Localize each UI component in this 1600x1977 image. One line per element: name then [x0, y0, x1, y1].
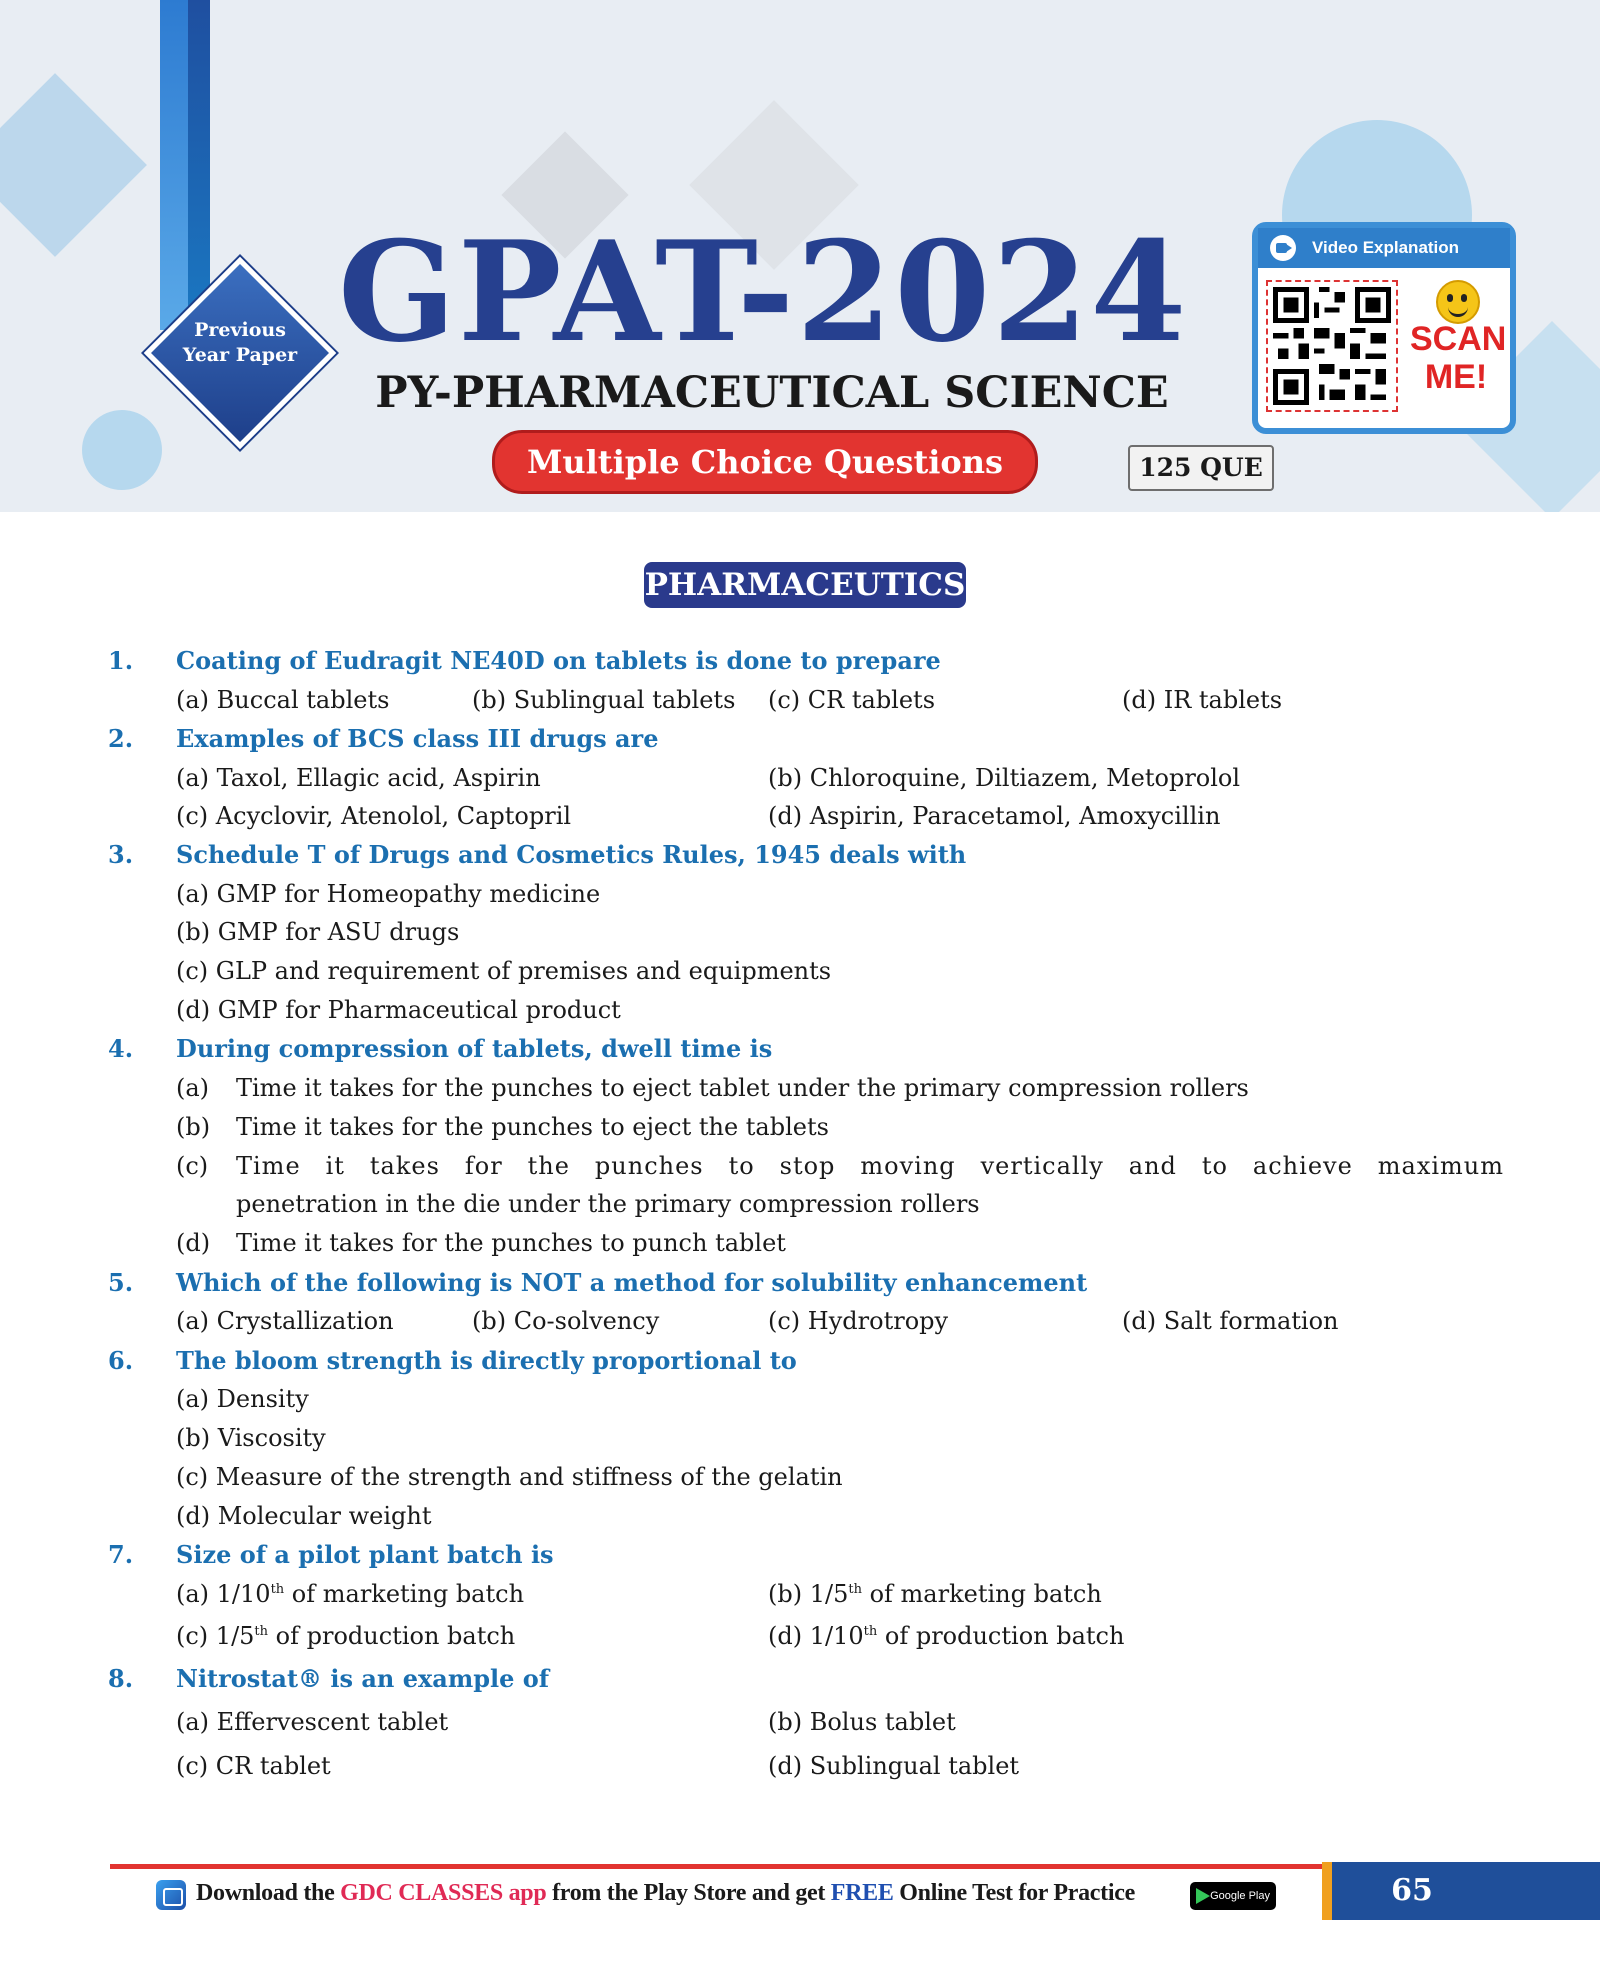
question-text: Coating of Eudragit NE40D on tablets is done to prepare [176, 646, 941, 675]
option-c: (c) Hydrotropy [768, 1307, 949, 1335]
question-number: 3. [108, 840, 134, 869]
option-d: (d) GMP for Pharmaceutical product [176, 996, 621, 1024]
gdc-app-icon [156, 1880, 186, 1910]
option-b: Time it takes for the punches to eject the tablets [236, 1113, 829, 1141]
option-d: Time it takes for the punches to punch tablet [236, 1229, 786, 1257]
option-d-value: (d) 1/10 [768, 1622, 864, 1650]
page-title: GPAT-2024 [338, 210, 1189, 373]
footer-promo-text [196, 1880, 1135, 1907]
option-a-sup: th [270, 1582, 285, 1597]
option-d-sup: th [863, 1624, 878, 1639]
option-a: (a) Density [176, 1385, 309, 1413]
previous-year-badge-text [150, 318, 330, 368]
option-d-label: (d) [176, 1229, 211, 1257]
option-c: (c) Acyclovir, Atenolol, Captopril [176, 802, 572, 830]
question-number: 7. [108, 1540, 134, 1569]
video-camera-icon [1270, 235, 1296, 261]
question-text: Nitrostat® is an example of [176, 1664, 550, 1693]
option-a: Time it takes for the punches to eject tablet under the primary compression rollers [236, 1074, 1249, 1102]
question-number: 6. [108, 1346, 134, 1375]
header-banner [0, 0, 1600, 512]
option-d [768, 1622, 1124, 1650]
question-text: During compression of tablets, dwell time is [176, 1034, 773, 1063]
option-a: (a) Buccal tablets [176, 686, 390, 714]
question-text: Size of a pilot plant batch is [176, 1540, 554, 1569]
deco-circle-left [82, 410, 162, 490]
question-text: Which of the following is NOT a method for solubility enhancement [176, 1268, 1088, 1297]
google-play-badge[interactable] [1190, 1882, 1276, 1910]
option-b: (b) Bolus tablet [768, 1708, 956, 1736]
deco-vertical-bar-dark [188, 0, 210, 330]
option-a [176, 1580, 524, 1608]
option-d: (d) Sublingual tablet [768, 1752, 1020, 1780]
option-c: (c) GLP and requirement of premises and equipments [176, 957, 832, 985]
option-b-sup: th [848, 1582, 862, 1597]
google-play-label: Google Play [1210, 1890, 1270, 1902]
option-a: (a) GMP for Homeopathy medicine [176, 880, 601, 908]
option-c-label: (c) [176, 1152, 209, 1180]
option-d: (d) Salt formation [1122, 1307, 1339, 1335]
footer-free-text: FREE [830, 1880, 894, 1906]
question-number: 2. [108, 724, 134, 753]
option-c-value: (c) 1/5 [176, 1622, 255, 1650]
qr-card-header [1258, 228, 1510, 268]
option-a-value: (a) 1/10 [176, 1580, 271, 1608]
badge-line-2: Year Paper [182, 344, 298, 366]
option-c-sup: th [254, 1624, 269, 1639]
question-number: 8. [108, 1664, 134, 1693]
option-c [176, 1622, 515, 1650]
option-c: (c) Measure of the strength and stiffness of the gelatin [176, 1463, 843, 1491]
video-explanation-qr-card[interactable] [1252, 222, 1516, 434]
page-subtitle: PY-PHARMACEUTICAL SCIENCE [375, 368, 1169, 418]
qr-card-header-label: Video Explanation [1312, 238, 1460, 257]
option-b-label: (b) [176, 1113, 211, 1141]
option-a: (a) Taxol, Ellagic acid, Aspirin [176, 764, 541, 792]
footer-text-part2: from the Play Store and get [546, 1880, 831, 1906]
footer-brand-link[interactable]: GDC CLASSES app [340, 1880, 547, 1906]
smiley-icon [1436, 280, 1480, 324]
option-b-rest: of marketing batch [861, 1580, 1102, 1608]
option-a: (a) Crystallization [176, 1307, 394, 1335]
option-c: (c) CR tablet [176, 1752, 331, 1780]
question-count-badge: 125 QUE [1128, 445, 1274, 491]
footer-text-part3: Online Test for Practice [893, 1880, 1135, 1906]
deco-vertical-bar-light [160, 0, 188, 330]
option-d: (d) IR tablets [1122, 686, 1283, 714]
option-c: Time it takes for the punches to stop moving vertically and to achieve maximum [236, 1152, 1504, 1180]
badge-line-1: Previous [194, 319, 286, 341]
footer-text-part1: Download the [196, 1880, 341, 1906]
page-number: 65 [1391, 1873, 1433, 1908]
scan-line-1: SCAN [1410, 320, 1507, 358]
mcq-label: Multiple Choice Questions [492, 430, 1038, 494]
option-b: (b) Viscosity [176, 1424, 326, 1452]
option-c: (c) CR tablets [768, 686, 936, 714]
option-b: (b) Chloroquine, Diltiazem, Metoprolol [768, 764, 1241, 792]
footer-page-accent [1322, 1862, 1332, 1920]
option-b: (b) Sublingual tablets [472, 686, 736, 714]
question-text: Schedule T of Drugs and Cosmetics Rules, 1945 deals with [176, 840, 967, 869]
question-text: Examples of BCS class III drugs are [176, 724, 659, 753]
section-title: PHARMACEUTICS [644, 562, 966, 608]
option-d: (d) Molecular weight [176, 1502, 432, 1530]
question-number: 1. [108, 646, 134, 675]
deco-diamond-left [0, 73, 147, 257]
option-b-value: (b) 1/5 [768, 1580, 849, 1608]
option-c-continued: penetration in the die under the primary compression rollers [236, 1190, 980, 1218]
question-number: 4. [108, 1034, 134, 1063]
question-number: 5. [108, 1268, 134, 1297]
option-a-rest: of marketing batch [284, 1580, 525, 1608]
google-play-icon [1196, 1888, 1210, 1904]
option-b: (b) Co-solvency [472, 1307, 660, 1335]
option-a: (a) Effervescent tablet [176, 1708, 449, 1736]
qr-code-icon[interactable] [1266, 280, 1398, 412]
scan-me-label [1410, 320, 1507, 396]
footer-divider [110, 1864, 1322, 1869]
option-a-label: (a) [176, 1074, 210, 1102]
option-b: (b) GMP for ASU drugs [176, 918, 460, 946]
option-c-rest: of production batch [268, 1622, 516, 1650]
option-d-rest: of production batch [877, 1622, 1125, 1650]
option-d: (d) Aspirin, Paracetamol, Amoxycillin [768, 802, 1221, 830]
option-b [768, 1580, 1102, 1608]
question-text: The bloom strength is directly proportional to [176, 1346, 797, 1375]
scan-line-2: ME! [1424, 358, 1488, 396]
